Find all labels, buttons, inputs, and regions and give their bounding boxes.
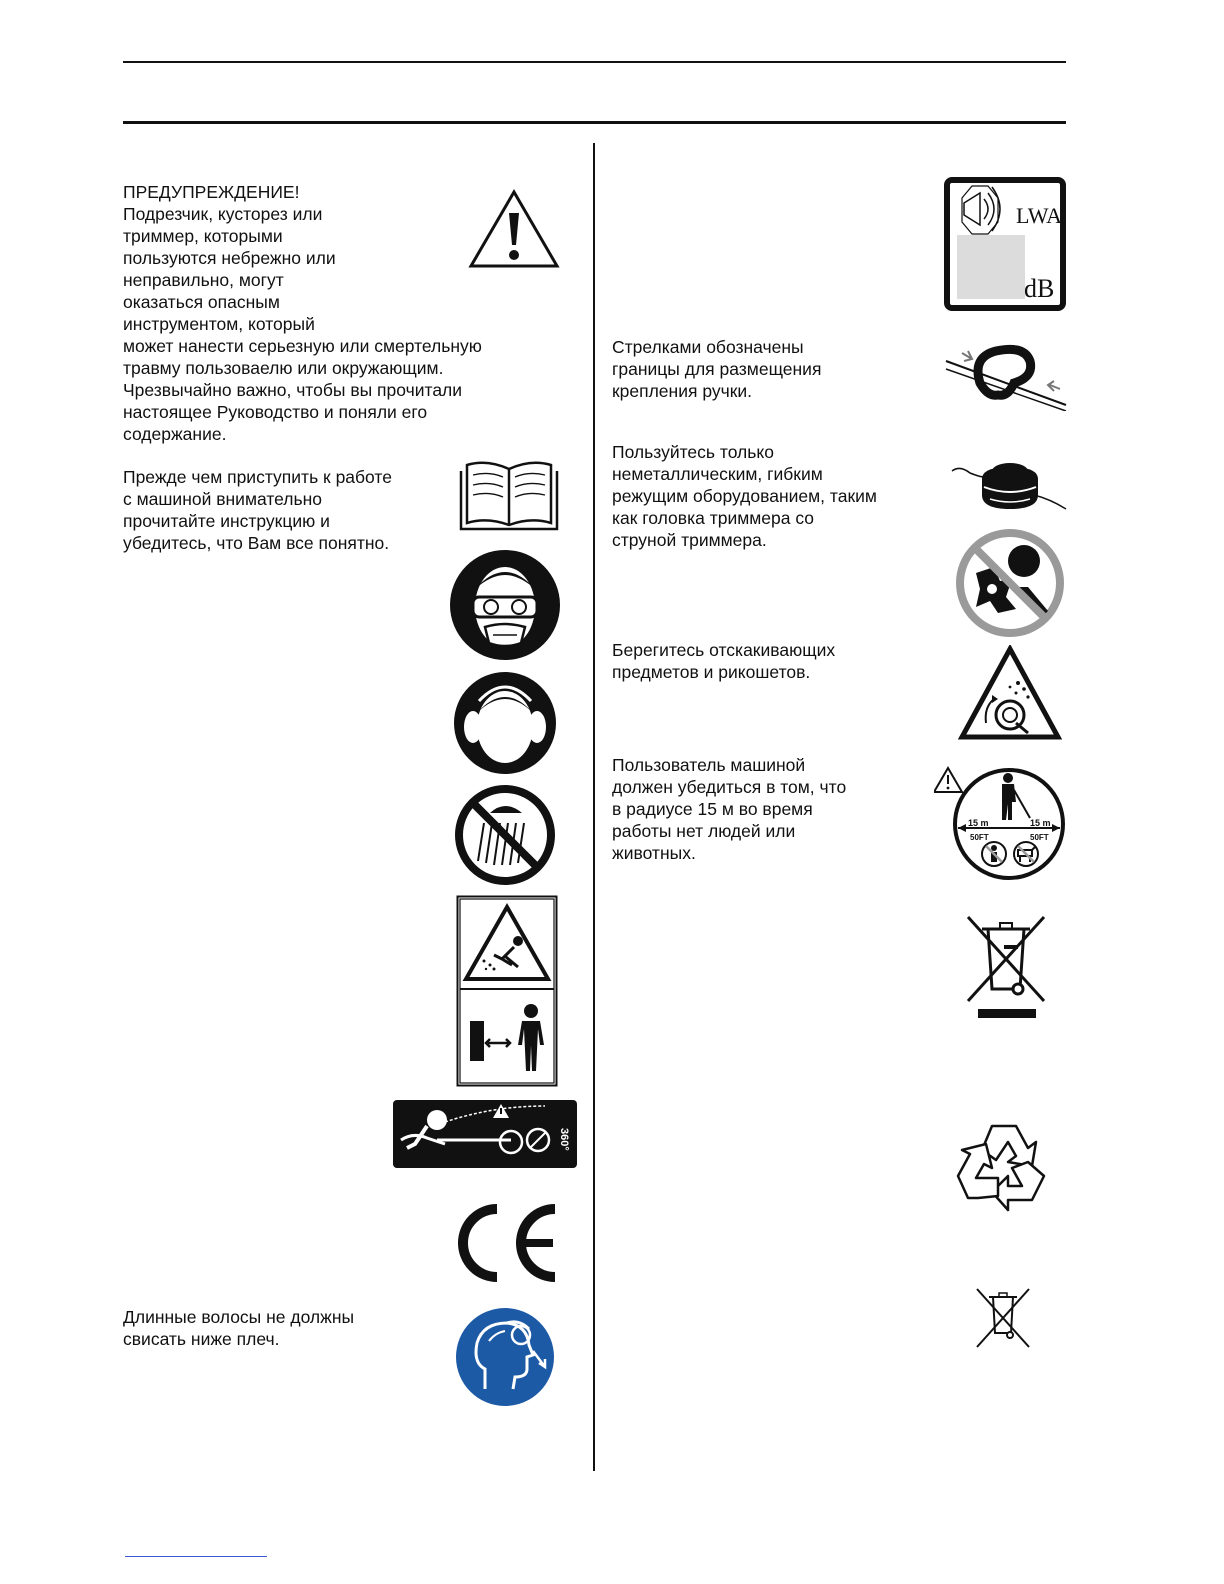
- footer-link-underline: [125, 1556, 267, 1557]
- 15m-distance-icon: [934, 766, 1068, 882]
- small-weee-bin-icon: [973, 1287, 1033, 1351]
- distance-text: Пользователь машиной должен убедиться в том, что в радиусе 15 м во время работы нет людей или животных.: [612, 755, 847, 863]
- thrown-objects-distance-icon: [456, 895, 558, 1087]
- goggles-mask-icon: [449, 549, 561, 661]
- trimmer-head-icon: [950, 457, 1068, 513]
- no-metal-blade-icon: [954, 527, 1066, 639]
- warning-text: ПРЕДУПРЕЖДЕНИЕ! Подрезчик, кусторез или триммер, которыми пользуются небрежно или неправильно, могут оказаться опасным инструментом, который может нанести серьезную или смертельную травму пользоваелю или окружающим. Чрезвычайно важно, чтобы вы прочитали настоящее Руководство и поняли его содержание.: [123, 182, 482, 444]
- distance-right-ft: 50FT: [1030, 833, 1049, 842]
- long-hair-text: Длинные волосы не должны свисать ниже плеч.: [123, 1307, 355, 1349]
- recycle-icon: [956, 1120, 1054, 1218]
- distance-left-m: 15 m: [968, 818, 989, 828]
- distance-left-ft: 50FT: [970, 833, 989, 842]
- handle-text: Стрелками обозначены границы для размещения крепления ручки.: [612, 337, 822, 401]
- ce-mark-icon: [451, 1203, 559, 1283]
- warning-triangle-icon: [468, 189, 560, 269]
- ricochet-icon: [958, 645, 1062, 741]
- column-divider: [593, 143, 595, 1471]
- noise-lwa-label: LWA: [1016, 203, 1063, 228]
- cutting-equipment-text: Пользуйтесь только неметаллическим, гибким режущим оборудованием, таким как головка триммера со струной триммера.: [612, 442, 877, 550]
- distance-right-m: 15 m: [1030, 818, 1051, 828]
- book-icon: [459, 459, 559, 533]
- no-rain-icon: [452, 783, 558, 887]
- long-hair-icon: [455, 1307, 555, 1407]
- top-rule: [123, 61, 1066, 63]
- header-rule: [123, 121, 1066, 124]
- decal-360-label: 360°: [558, 1128, 570, 1151]
- handle-arrows-icon: [944, 339, 1068, 411]
- ricochet-text: Берегитесь отскакивающих предметов и рикошетов.: [612, 640, 836, 682]
- read-manual-text: Прежде чем приступить к работе с машиной внимательно прочитайте инструкцию и убедитесь, что Вам все понятно.: [123, 467, 392, 553]
- noise-db-label: dB: [1024, 274, 1055, 303]
- ear-protection-icon: [453, 671, 557, 775]
- noise-level-icon: [944, 177, 1066, 311]
- trimmer-decal-icon: [393, 1100, 577, 1168]
- weee-bin-icon: [964, 915, 1050, 1019]
